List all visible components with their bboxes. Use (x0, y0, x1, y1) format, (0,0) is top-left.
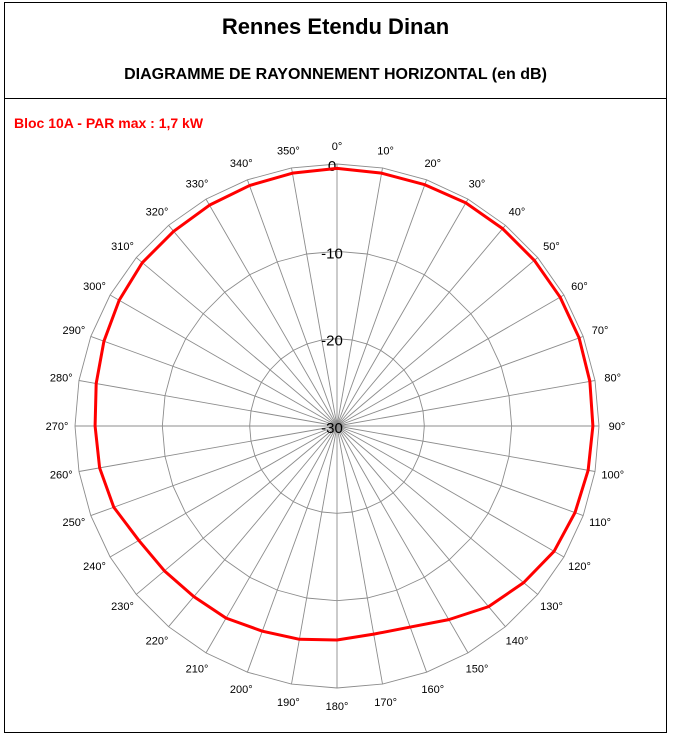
data-point (95, 382, 97, 384)
angle-tick-label: 120° (568, 561, 591, 573)
data-point (141, 261, 143, 263)
angle-tick-label: 90° (608, 421, 626, 433)
angle-tick-label: 320° (145, 206, 169, 219)
series-label: Bloc 10A - PAR max : 1,7 kW (14, 115, 204, 131)
data-point (291, 172, 293, 174)
angle-tick-label: 280° (49, 372, 73, 385)
angle-tick-label: 160° (421, 684, 445, 697)
data-point (118, 299, 120, 301)
angle-tick-label: 300° (83, 281, 106, 293)
data-point (574, 511, 576, 513)
data-point (501, 227, 503, 229)
angle-tick-label: 20° (424, 157, 442, 170)
data-point (465, 202, 467, 204)
angle-tick-label: 70° (591, 325, 609, 338)
page-title: Rennes Etendu Dinan (221, 14, 450, 39)
data-point (298, 638, 300, 640)
angle-tick-label: 150° (465, 663, 489, 676)
angle-tick-label: 210° (185, 663, 209, 676)
grid-spoke (91, 336, 337, 426)
data-point (592, 425, 594, 427)
angle-tick-label: 220° (145, 635, 169, 648)
data-point (193, 595, 195, 597)
data-point (225, 617, 227, 619)
data-point (208, 204, 210, 206)
angle-tick-label: 230° (111, 600, 134, 613)
angle-tick-label: 240° (83, 561, 106, 573)
angle-tick-label: 80° (604, 372, 622, 385)
angle-tick-label: 260° (49, 469, 73, 482)
data-point (138, 539, 140, 541)
data-point (578, 337, 580, 339)
data-point (533, 259, 535, 261)
data-point (163, 570, 165, 572)
angle-tick-label: 40° (508, 206, 526, 219)
data-point (589, 380, 591, 382)
data-point (409, 626, 411, 628)
data-point (248, 184, 250, 186)
angle-tick-label: 180° (325, 701, 349, 713)
angle-tick-label: 60° (571, 281, 588, 293)
data-point (172, 230, 174, 232)
angle-tick-label: 30° (468, 178, 486, 191)
grid-spoke (247, 180, 337, 426)
grid-spoke (337, 426, 583, 516)
data-point (380, 172, 382, 174)
chart-subtitle: DIAGRAMME DE RAYONNEMENT HORIZONTAL (en dB) (124, 66, 547, 83)
data-point (373, 633, 375, 635)
data-point (448, 618, 450, 620)
data-point (522, 581, 524, 583)
grid-spoke (337, 336, 583, 426)
data-point (559, 296, 561, 298)
angle-tick-label: 340° (229, 157, 253, 170)
radial-tick-label: -10 (321, 245, 343, 263)
angle-tick-label: 270° (45, 421, 69, 433)
grid-spoke (91, 426, 337, 516)
data-point (94, 425, 96, 427)
series-line (95, 168, 593, 640)
angle-tick-label: 100° (601, 469, 625, 482)
angle-tick-label: 250° (62, 516, 86, 529)
angle-tick-label: 130° (540, 600, 563, 613)
grid-spoke (337, 225, 505, 426)
angle-tick-label: 310° (111, 241, 134, 254)
angle-tick-label: 170° (374, 696, 398, 709)
grid-spoke (337, 426, 538, 594)
grid-spoke (247, 426, 337, 672)
data-point (424, 184, 426, 186)
grid-spoke (337, 426, 505, 627)
data-point (336, 167, 338, 169)
radial-tick-label: -20 (321, 332, 343, 350)
angle-tick-label: 350° (276, 145, 300, 158)
angle-tick-label: 330° (185, 178, 209, 191)
grid-spoke (337, 426, 427, 672)
angle-tick-label: 200° (229, 684, 253, 697)
angle-tick-label: 140° (505, 635, 529, 648)
data-point (261, 630, 263, 632)
angle-tick-label: 0° (331, 141, 343, 153)
radial-tick-label: 0 (327, 158, 337, 175)
data-point (487, 605, 489, 607)
grid-spoke (136, 426, 337, 594)
grid-spoke (337, 180, 427, 426)
angle-tick-label: 10° (377, 145, 394, 158)
data-point (553, 550, 555, 552)
angle-tick-label: 50° (543, 241, 560, 254)
data-point (103, 340, 105, 342)
angle-tick-label: 290° (62, 325, 86, 338)
angle-tick-label: 190° (276, 696, 300, 709)
grid-spoke (337, 258, 538, 426)
data-point (113, 506, 115, 508)
grid-spoke (136, 258, 337, 426)
angle-tick-label: 110° (589, 516, 612, 529)
data-point (336, 639, 338, 641)
data-point (587, 469, 589, 471)
radial-tick-label: -30 (321, 420, 343, 437)
grid-spoke (169, 225, 337, 426)
data-point (98, 467, 100, 469)
